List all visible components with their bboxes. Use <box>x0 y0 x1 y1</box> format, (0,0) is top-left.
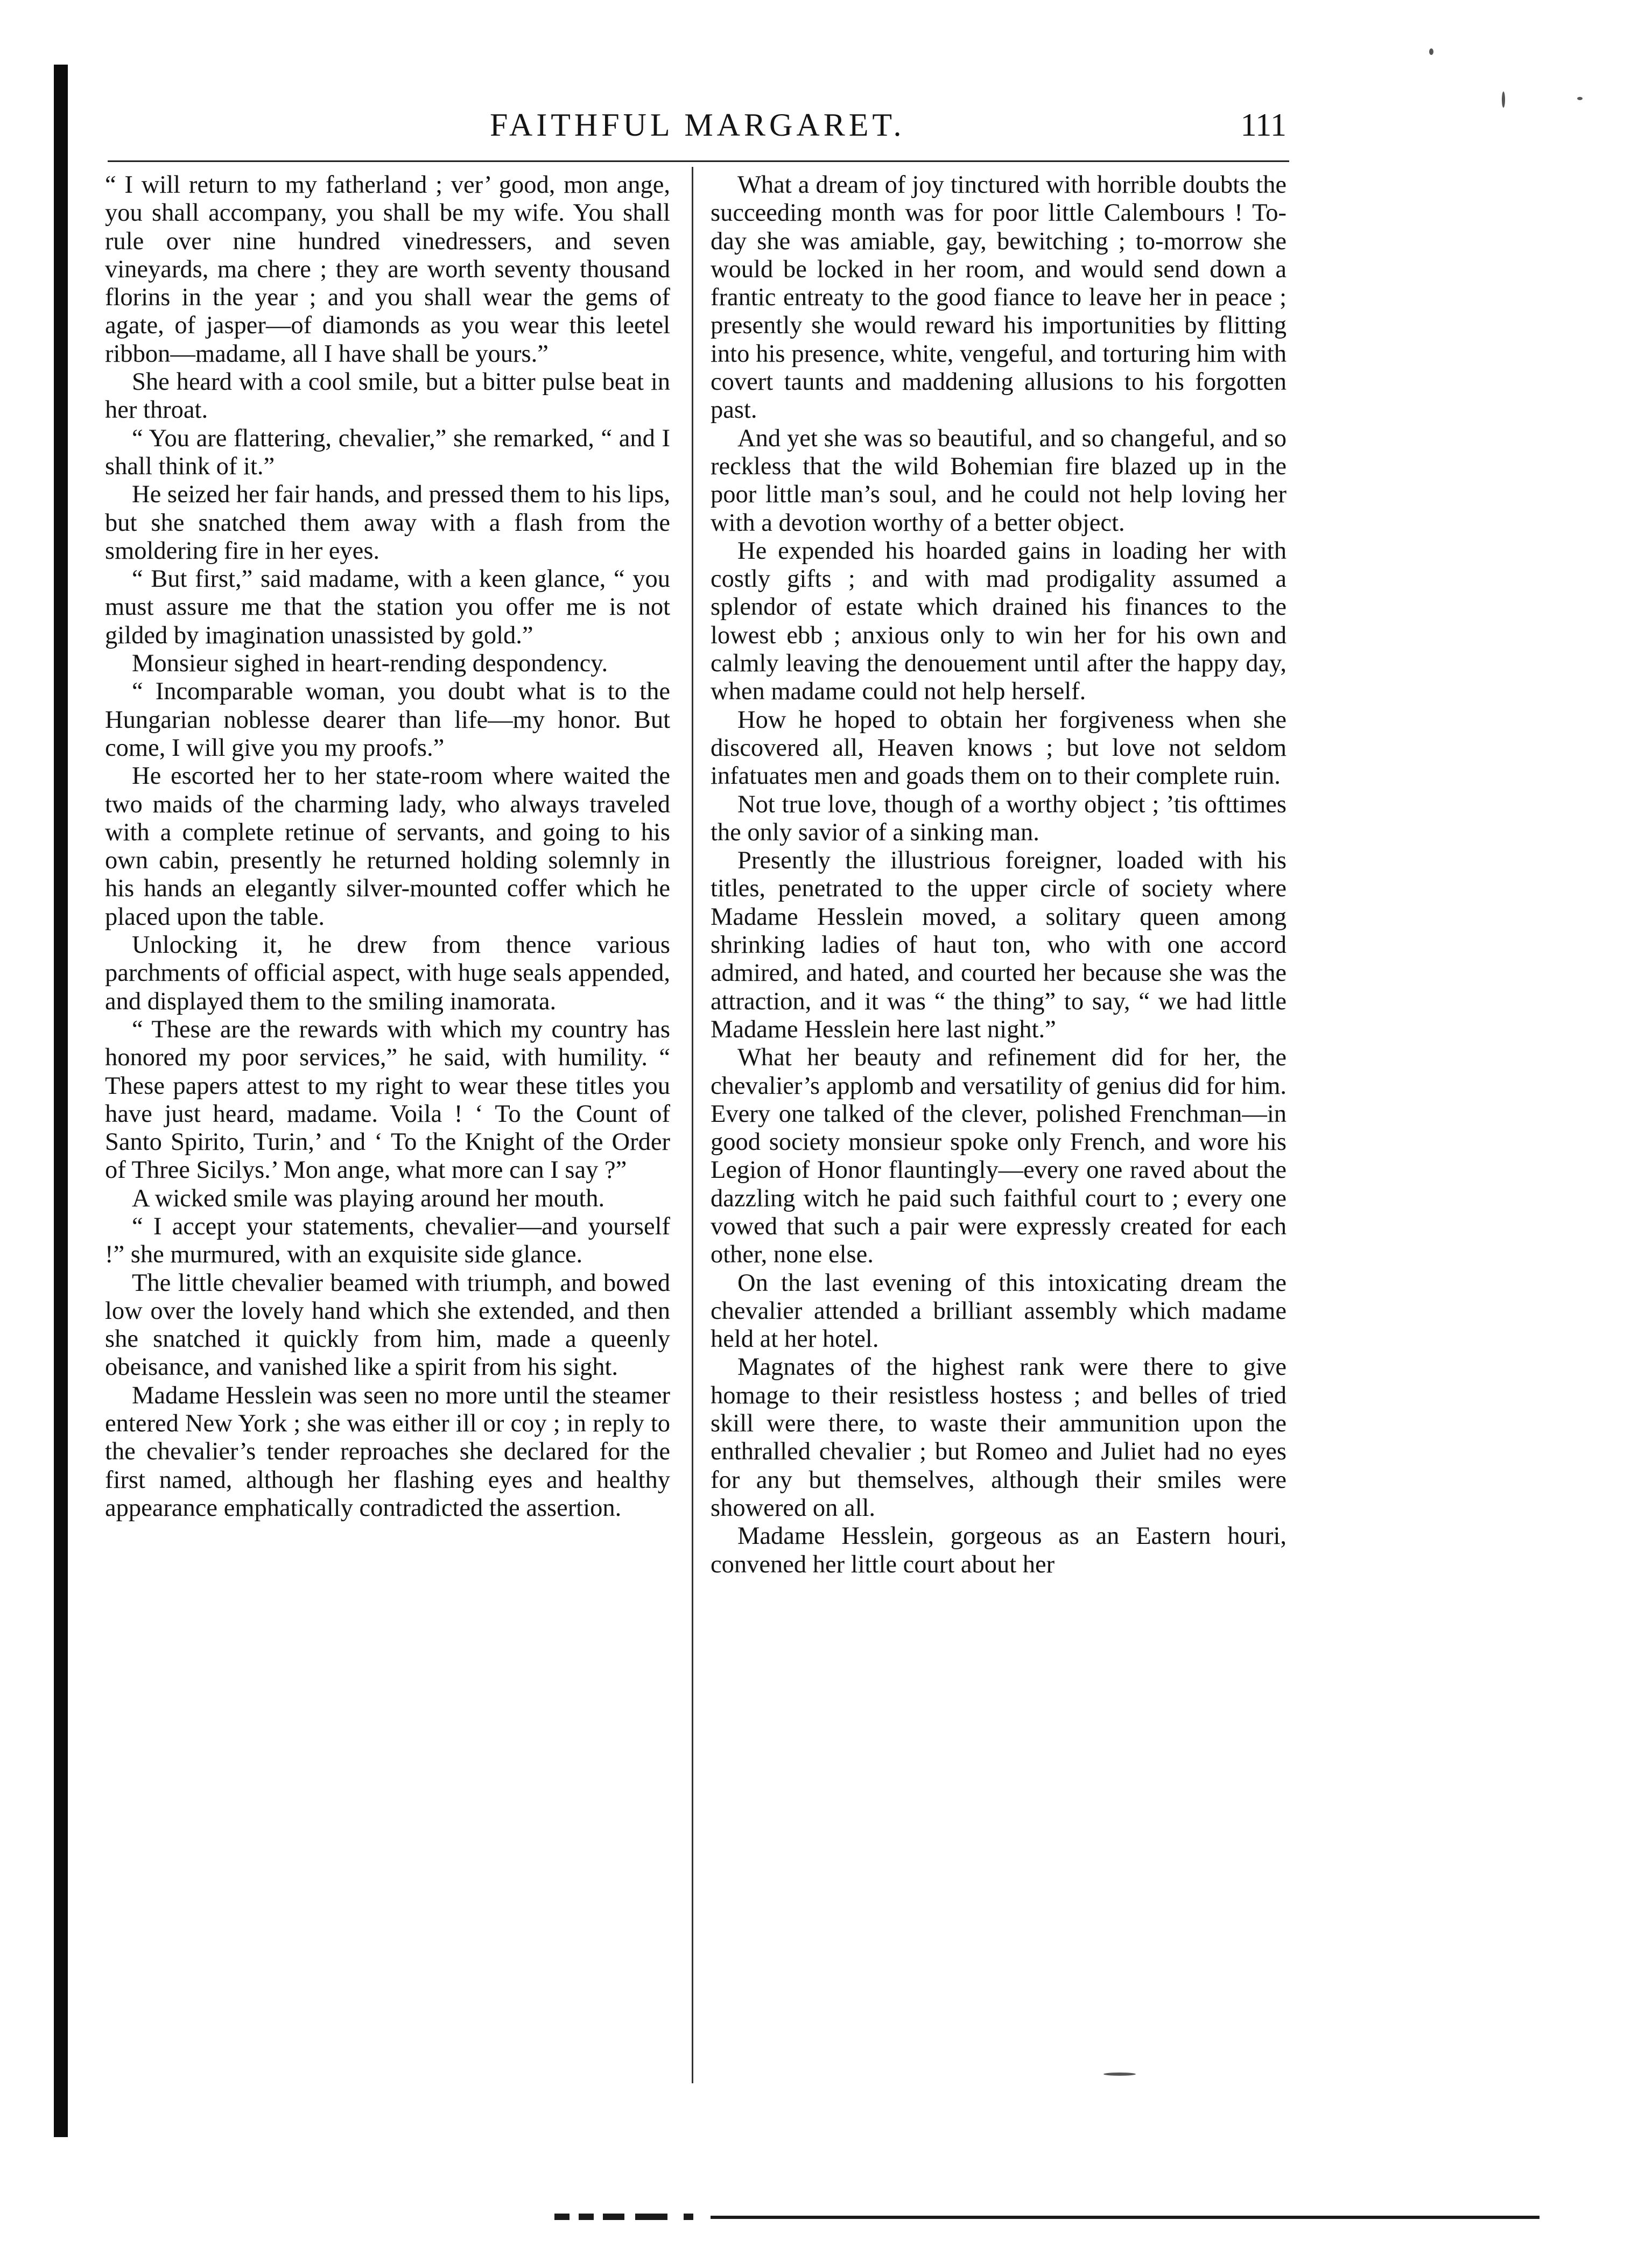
binding-edge <box>54 65 68 2137</box>
paragraph: Madame Hesslein was seen no more until the steamer entered New York ; she was either ill or coy ; in reply to the chevalier’s tender reproaches she declared for the first named, although her flashing eyes and healthy appearance emphatically contradicted the assertion. <box>105 1381 670 1522</box>
page-header <box>124 107 1287 155</box>
paragraph: Unlocking it, he drew from thence various parchments of official aspect, with huge seals appended, and displayed them to the smiling inamorata. <box>105 931 670 1015</box>
paragraph: Not true love, though of a worthy object ; ’tis ofttimes the only savior of a sinking man. <box>711 790 1287 846</box>
paragraph: “ I accept your statements, chevalier—and yourself !” she murmured, with an exquisite side glance. <box>105 1212 670 1269</box>
page-number: 111 <box>1240 107 1287 143</box>
paragraph: “ I will return to my fatherland ; ver’ good, mon ange, you shall accompany, you shall be my wife. You shall rule over nine hundred vinedressers, and seven vineyards, ma chere ; they are worth seventy thousand florins in the year ; and you shall wear the gems of agate, of jasper—of diamonds as you wear this leetel ribbon—madame, all I have shall be yours.” <box>105 171 670 368</box>
paragraph: What her beauty and refinement did for her, the chevalier’s applomb and versatility of genius did for him. Every one talked of the clever, polished Frenchman—in good society monsieur spoke only French, and wore his Legion of Honor flauntingly—every one raved about the dazzling witch he paid such faithful court to ; every one vowed that such a pair were expressly created for each other, none else. <box>711 1044 1287 1269</box>
right-column <box>711 171 1287 1579</box>
left-column <box>105 171 670 1522</box>
paragraph: “ These are the rewards with which my country has honored my poor services,” he said, with humility. “ These papers attest to my right to wear these titles you have just heard, madame. Voila ! ‘ To the Count of Santo Spirito, Turin,’ and ‘ To the Knight of the Order of Three Sicilys.’ Mon ange, what more can I say ?” <box>105 1015 670 1184</box>
scan-speck <box>1577 97 1583 100</box>
paragraph: Presently the illustrious foreigner, loaded with his titles, penetrated to the upper circle of society where Madame Hesslein moved, a solitary queen among shrinking ladies of haut ton, who with one accord admired, and hated, and courted her because she was the attraction, and it was “ the thing” to say, “ we had little Madame Hesslein here last night.” <box>711 847 1287 1043</box>
paragraph: What a dream of joy tinctured with horrible doubts the succeeding month was for poor little Calembours ! To-day she was amiable, gay, bewitching ; to-morrow she would be locked in her room, and would send down a frantic entreaty to the good fiance to leave her in peace ; presently she would reward his importunities by flitting into his presence, white, vengeful, and torturing him with covert taunts and maddening allusions to his forgotten past. <box>711 171 1287 424</box>
paragraph: On the last evening of this intoxicating dream the chevalier attended a brilliant assembly which madame held at her hotel. <box>711 1269 1287 1353</box>
paragraph: And yet she was so beautiful, and so changeful, and so reckless that the wild Bohemian fire blazed up in the poor little man’s soul, and he could not help loving her with a devotion worthy of a better object. <box>711 424 1287 537</box>
paragraph: She heard with a cool smile, but a bitter pulse beat in her throat. <box>105 368 670 424</box>
paragraph: He expended his hoarded gains in loading her with costly gifts ; and with mad prodigality assumed a splendor of estate which drained his finances to the lowest ebb ; anxious only to win her for his own and calmly leaving the denouement until after the happy day, when madame could not help herself. <box>711 537 1287 706</box>
paragraph: How he hoped to obtain her forgiveness when she discovered all, Heaven knows ; but love not seldom infatuates men and goads them on to their complete ruin. <box>711 706 1287 790</box>
paragraph: He escorted her to her state-room where waited the two maids of the charming lady, who always traveled with a complete retinue of servants, and going to his own cabin, presently he returned holding solemnly in his hands an elegantly silver-mounted coffer which he placed upon the table. <box>105 762 670 931</box>
paragraph: Madame Hesslein, gorgeous as an Eastern houri, convened her little court about her <box>711 1522 1287 1578</box>
paragraph: Monsieur sighed in heart-rending despondency. <box>132 650 608 678</box>
scan-speck <box>1502 92 1505 108</box>
paragraph: The little chevalier beamed with triumph, and bowed low over the lovely hand which she extended, and then she snatched it quickly from him, made a queenly obeisance, and vanished like a spirit from his sight. <box>105 1269 670 1381</box>
paragraph: “ You are flattering, chevalier,” she remarked, “ and I shall think of it.” <box>105 424 670 480</box>
paragraph: A wicked smile was playing around her mouth. <box>132 1184 605 1212</box>
footer-scan-marks <box>554 2214 1550 2221</box>
running-title: FAITHFUL MARGARET. <box>490 107 905 143</box>
scan-speck <box>1429 48 1433 55</box>
scan-speck <box>1103 2073 1136 2076</box>
header-rule <box>108 160 1289 162</box>
paragraph: He seized her fair hands, and pressed them to his lips, but she snatched them away with a flash from the smoldering fire in her eyes. <box>105 481 670 565</box>
column-divider <box>692 167 693 2083</box>
paragraph: “ But first,” said madame, with a keen glance, “ you must assure me that the station you offer me is not gilded by imagination unassisted by gold.” <box>105 565 670 649</box>
paragraph: “ Incomparable woman, you doubt what is to the Hungarian noblesse dearer than life—my honor. But come, I will give you my proofs.” <box>105 678 670 762</box>
paragraph: Magnates of the highest rank were there to give homage to their resistless hostess ; and belles of tried skill were there, to waste their ammunition upon the enthralled chevalier ; but Romeo and Juliet had no eyes for any but themselves, although their smiles were showered on all. <box>711 1353 1287 1522</box>
